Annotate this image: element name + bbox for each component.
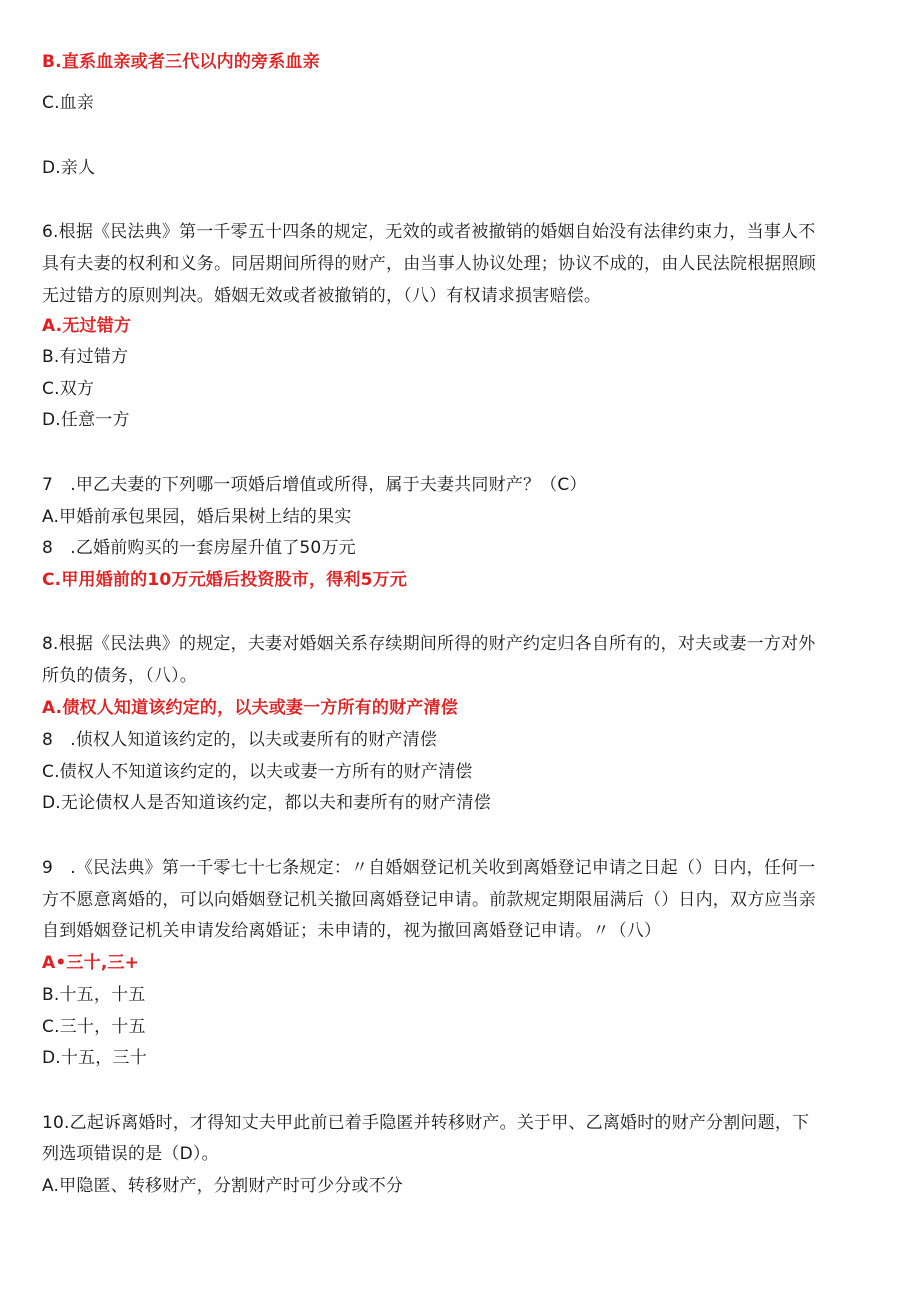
option-line: D.无论债权人是否知道该约定，都以夫和妻所有的财产清偿	[42, 793, 491, 813]
option-line: C.血亲	[42, 93, 95, 113]
question-line: 自到婚姻登记机关申请发给离婚证；未申请的，视为撤回离婚登记申请。〃（八）	[42, 921, 662, 941]
option-line: C.双方	[42, 379, 95, 399]
question-line: 无过错方的原则判决。婚姻无效或者被撤销的，（八）有权请求损害赔偿。	[42, 286, 602, 306]
answer-line: A.无过错方	[42, 316, 132, 336]
option-line: D.任意一方	[42, 410, 130, 430]
answer-line: A.债权人知道该约定的，以夫或妻一方所有的财产清偿	[42, 698, 458, 718]
option-line: A.甲婚前承包果园，婚后果树上结的果实	[42, 507, 352, 527]
option-line: A.甲隐匿、转移财产，分割财产时可少分或不分	[42, 1176, 404, 1196]
question-line: 10.乙起诉离婚时，才得知丈夫甲此前已着手隐匿并转移财产。关于甲、乙离婚时的财产分割问题，下	[42, 1113, 810, 1133]
option-line: C.三十，十五	[42, 1017, 146, 1037]
answer-line: B.直系血亲或者三代以内的旁系血亲	[42, 52, 320, 72]
question-line: 8.根据《民法典》的规定，夫妻对婚姻关系存续期间所得的财产约定归各自所有的，对夫或妻一方对外	[42, 634, 816, 654]
option-line: B.十五，十五	[42, 985, 146, 1005]
option-line: D.亲人	[42, 158, 96, 178]
question-line: 所负的债务，（八）。	[42, 666, 197, 686]
option-line: C.债权人不知道该约定的，以夫或妻一方所有的财产清偿	[42, 762, 473, 782]
answer-line: C.甲用婚前的10万元婚后投资股市，得利5万元	[42, 570, 408, 590]
question-line: 7 .甲乙夫妻的下列哪一项婚后增值或所得，属于夫妻共同财产？（C）	[42, 475, 587, 495]
option-line: 8 .乙婚前购买的一套房屋升值了50万元	[42, 538, 356, 558]
question-line: 6.根据《民法典》第一千零五十四条的规定，无效的或者被撤销的婚姻自始没有法律约束力，当事人不	[42, 222, 816, 242]
question-line: 具有夫妻的权利和义务。同居期间所得的财产，由当事人协议处理；协议不成的，由人民法院根据照顾	[42, 254, 816, 274]
question-line: 9 .《民法典》第一千零七十七条规定：〃自婚姻登记机关收到离婚登记申请之日起（）日内，任何一	[42, 858, 816, 878]
option-line: 8 .侦权人知道该约定的，以夫或妻所有的财产清偿	[42, 730, 438, 750]
option-line: D.十五，三十	[42, 1048, 147, 1068]
option-line: B.有过错方	[42, 347, 129, 367]
question-line: 列选项错误的是（D）。	[42, 1144, 219, 1164]
question-line: 方不愿意离婚的，可以向婚姻登记机关撤回离婚登记申请。前款规定期限届满后（）日内，双方应当亲	[42, 890, 816, 910]
answer-line: A•三十,三+	[42, 953, 140, 973]
